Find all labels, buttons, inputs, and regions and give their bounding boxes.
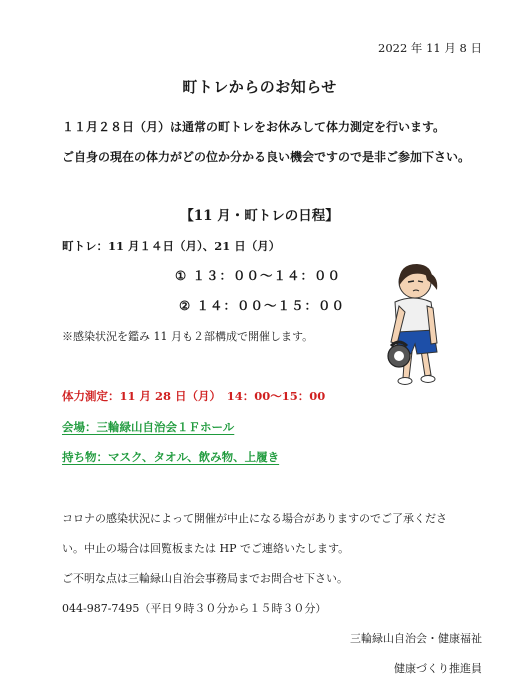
- venue-info: 会場：三輪緑山自治会１Ｆホール: [62, 420, 235, 434]
- intro-line-1: １１月２８日（月）は通常の町トレをお休みして体力測定を行います。: [62, 120, 446, 134]
- notice-line-1: コロナの感染状況によって開催が中止になる場合がありますのでご了承くださ: [62, 512, 447, 525]
- notice-title: 町トレからのお知らせ: [182, 78, 337, 96]
- time-slot-1: ① １３：００～１４：００: [175, 268, 342, 283]
- items-to-bring: 持ち物：マスク、タオル、飲み物、上履き: [62, 450, 280, 464]
- time-slot-2: ② １４：００～１５：００: [179, 298, 346, 313]
- kettlebell-exercise-illustration: [365, 258, 465, 394]
- schedule-note: ※感染状況を鑑み 11 月も２部構成で開催します。: [62, 330, 314, 343]
- intro-line-2: ご自身の現在の体力がどの位か分かる良い機会ですので是非ご参加下さい。: [62, 150, 471, 164]
- fitness-test-info: 体力測定：11 月 28 日（月） 14：00～15：00: [62, 389, 326, 403]
- schedule-title: 【11 月・町トレの日程】: [180, 208, 339, 224]
- document-date: 2022 年 11 月 8 日: [378, 41, 482, 55]
- notice-line-2: い。中止の場合は回覧板または HP でご連絡いたします。: [62, 542, 350, 555]
- committee-name: 健康づくり推進員: [394, 662, 482, 675]
- contact-info: ご不明な点は三輪緑山自治会事務局までお問合せ下さい。: [62, 572, 348, 585]
- organization-name: 三輪緑山自治会・健康福祉: [350, 632, 482, 645]
- phone-number: 044-987-7495（平日９時３０分から１５時３０分）: [62, 602, 327, 615]
- schedule-dates: 町トレ：11 月１４日（月）、21 日（月）: [62, 239, 281, 253]
